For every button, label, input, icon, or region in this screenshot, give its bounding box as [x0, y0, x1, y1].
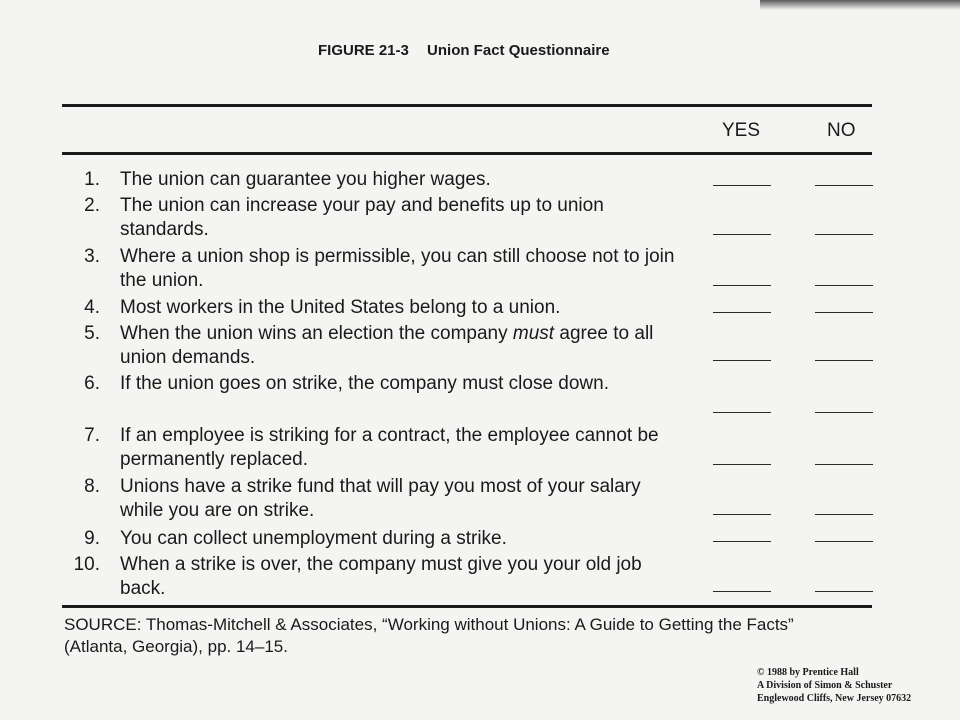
- yes-answer-blank[interactable]: [713, 514, 771, 515]
- source-line-1: SOURCE: Thomas-Mitchell & Associates, “Working without Unions: A Guide to Getting the Facts”: [64, 615, 794, 634]
- no-answer-blank[interactable]: [815, 185, 873, 186]
- yes-answer-blank[interactable]: [713, 412, 771, 413]
- question-number: 7.: [84, 425, 100, 446]
- figure-title-text: Union Fact Questionnaire: [427, 42, 610, 59]
- question-number: 1.: [84, 169, 100, 190]
- question-number: 9.: [84, 528, 100, 549]
- copyright-line-2: A Division of Simon & Schuster: [757, 680, 893, 691]
- question-text: When the union wins an election the company must agree to all union demands.: [120, 323, 654, 368]
- yes-answer-blank[interactable]: [713, 312, 771, 313]
- yes-answer-blank[interactable]: [713, 360, 771, 361]
- question-number: 2.: [84, 195, 100, 216]
- question-number: 4.: [84, 297, 100, 318]
- question-text: Unions have a strike fund that will pay you most of your salary while you are on strike.: [120, 476, 641, 521]
- no-answer-blank[interactable]: [815, 312, 873, 313]
- column-header-yes: YES: [722, 120, 761, 141]
- yes-answer-blank[interactable]: [713, 464, 771, 465]
- question-text: The union can guarantee you higher wages.: [120, 169, 491, 190]
- question-number: 3.: [84, 246, 100, 267]
- question-text: If an employee is striking for a contract, the employee cannot be permanently replaced.: [120, 425, 659, 470]
- yes-answer-blank[interactable]: [713, 185, 771, 186]
- question-number: 5.: [84, 323, 100, 344]
- question-number: 8.: [84, 476, 100, 497]
- column-header-no: NO: [827, 120, 856, 141]
- copyright-line-3: Englewood Cliffs, New Jersey 07632: [757, 693, 912, 704]
- question-text: Where a union shop is permissible, you can still choose not to join the union.: [120, 246, 675, 291]
- no-answer-blank[interactable]: [815, 360, 873, 361]
- table-bottom-rule: [62, 605, 872, 608]
- figure-number: FIGURE 21-3: [318, 42, 409, 59]
- question-text: You can collect unemployment during a strike.: [120, 528, 507, 549]
- question-number: 10.: [73, 554, 100, 575]
- no-answer-blank[interactable]: [815, 541, 873, 542]
- question-text: When a strike is over, the company must give you your old job back.: [120, 554, 642, 599]
- no-answer-blank[interactable]: [815, 591, 873, 592]
- yes-answer-blank[interactable]: [713, 591, 771, 592]
- yes-answer-blank[interactable]: [713, 541, 771, 542]
- question-text: Most workers in the United States belong to a union.: [120, 297, 561, 318]
- question-text: If the union goes on strike, the company must close down.: [120, 373, 609, 394]
- no-answer-blank[interactable]: [815, 234, 873, 235]
- no-answer-blank[interactable]: [815, 514, 873, 515]
- no-answer-blank[interactable]: [815, 412, 873, 413]
- yes-answer-blank[interactable]: [713, 285, 771, 286]
- no-answer-blank[interactable]: [815, 464, 873, 465]
- source-citation: [64, 614, 904, 658]
- copyright-line-1: © 1988 by Prentice Hall: [757, 667, 859, 678]
- question-number: 6.: [84, 373, 100, 394]
- copyright-notice: [757, 666, 911, 705]
- yes-answer-blank[interactable]: [713, 234, 771, 235]
- source-line-2: (Atlanta, Georgia), pp. 14–15.: [64, 637, 288, 656]
- no-answer-blank[interactable]: [815, 285, 873, 286]
- question-text: The union can increase your pay and benefits up to union standards.: [120, 195, 604, 240]
